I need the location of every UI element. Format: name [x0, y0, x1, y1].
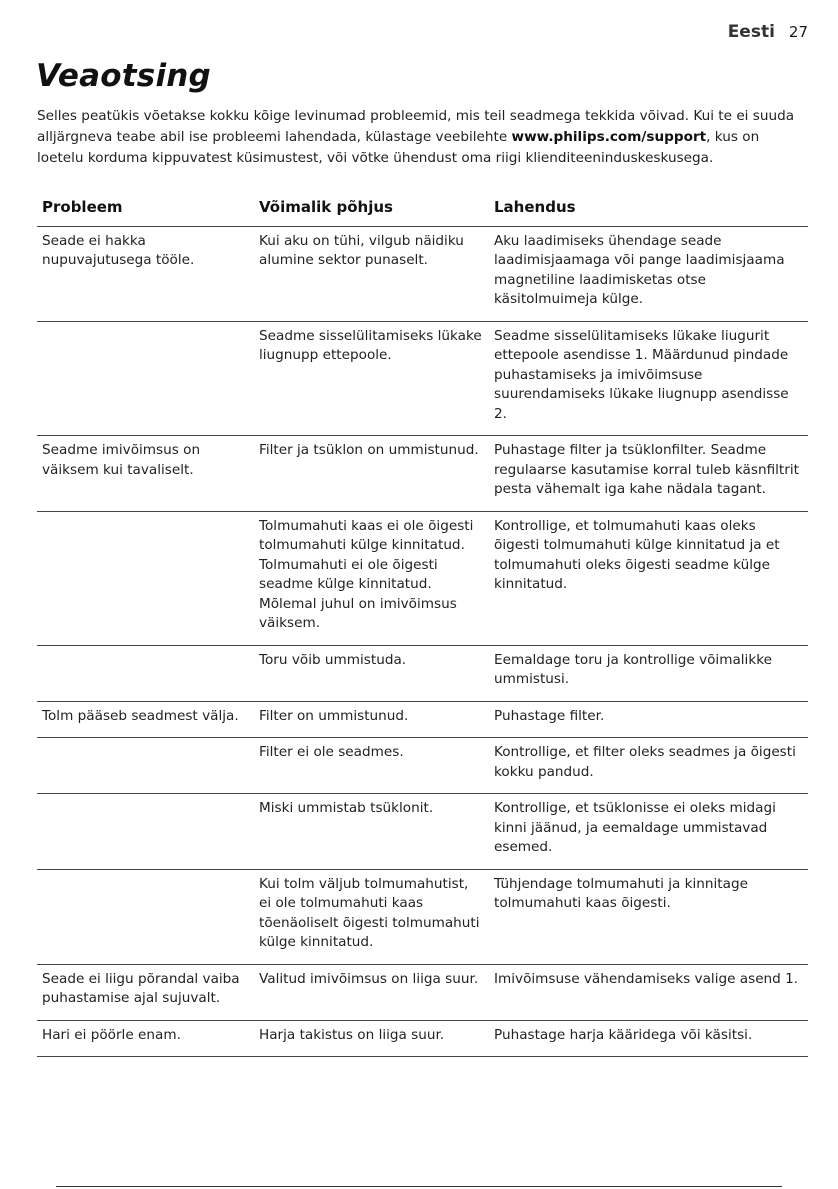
table-row	[37, 226, 808, 321]
problem-cell	[37, 321, 254, 436]
problem-cell: Tolm pääseb seadmest välja.	[37, 701, 254, 738]
cause-cell: Valitud imivõimsus on liiga suur.	[254, 964, 489, 1020]
language-label: Eesti	[727, 22, 775, 42]
table-row	[37, 645, 808, 701]
cause-cell: Kui tolm väljub tolmumahutist, ei ole tolmumahuti kaas tõenäoliselt õigesti tolmumahuti külge kinnitatud.	[254, 869, 489, 964]
table-row	[37, 869, 808, 964]
intro-text-after: , kus on loetelu korduma kippuvatest küsimustest, või võtke ühendust oma riigi klienditeeninduskeskusega.	[37, 129, 760, 166]
problem-cell	[37, 511, 254, 645]
cause-cell: Filter on ummistunud.	[254, 701, 489, 738]
solution-cell: Puhastage harja kääridega või käsitsi.	[489, 1020, 808, 1057]
solution-cell: Aku laadimiseks ühendage seade laadimisjaamaga või pange laadimisjaama magnetiline laadimisketas otse käsitolmuimeja külge.	[489, 226, 808, 321]
solution-cell: Kontrollige, et tsüklonisse ei oleks midagi kinni jäänud, ja eemaldage ummistavad esemed.	[489, 794, 808, 870]
support-link[interactable]: www.philips.com/support	[511, 129, 707, 145]
header-problem: Probleem	[37, 192, 254, 226]
problem-cell	[37, 794, 254, 870]
table-header-row	[37, 192, 808, 226]
solution-cell: Kontrollige, et tolmumahuti kaas oleks õigesti tolmumahuti külge kinnitatud ja et tolmumahuti oleks õigesti seadme külge kinnitatud.	[489, 511, 808, 645]
cause-cell: Toru võib ummistuda.	[254, 645, 489, 701]
problem-cell: Seadme imivõimsus on väiksem kui tavaliselt.	[37, 436, 254, 512]
problem-cell: Seade ei liigu põrandal vaiba puhastamise ajal sujuvalt.	[37, 964, 254, 1020]
intro-paragraph	[37, 106, 807, 169]
footer-divider	[56, 1186, 782, 1187]
problem-cell	[37, 869, 254, 964]
table-row	[37, 794, 808, 870]
problem-cell	[37, 645, 254, 701]
solution-cell: Puhastage filter ja tsüklonfilter. Seadme regulaarse kasutamise korral tuleb käsnfiltrit pesta vähemalt iga kahe nädala tagant.	[489, 436, 808, 512]
problem-cell	[37, 738, 254, 794]
table-row	[37, 511, 808, 645]
table-row	[37, 321, 808, 436]
cause-cell: Kui aku on tühi, vilgub näidiku alumine sektor punaselt.	[254, 226, 489, 321]
cause-cell: Miski ummistab tsüklonit.	[254, 794, 489, 870]
page-number: 27	[788, 23, 808, 41]
table-row	[37, 1020, 808, 1057]
cause-cell: Harja takistus on liiga suur.	[254, 1020, 489, 1057]
page-header	[728, 22, 808, 42]
table-row	[37, 738, 808, 794]
solution-cell: Imivõimsuse vähendamiseks valige asend 1.	[489, 964, 808, 1020]
problem-cell: Seade ei hakka nupuvajutusega tööle.	[37, 226, 254, 321]
solution-cell: Puhastage filter.	[489, 701, 808, 738]
problem-cell: Hari ei pöörle enam.	[37, 1020, 254, 1057]
solution-cell: Eemaldage toru ja kontrollige võimalikke ummistusi.	[489, 645, 808, 701]
solution-cell: Seadme sisselülitamiseks lükake liugurit ettepoole asendisse 1. Määrdunud pindade puhastamiseks ja imivõimsuse suurendamiseks lükake liugnupp asendisse 2.	[489, 321, 808, 436]
page-title: Veaotsing	[36, 58, 211, 94]
header-solution: Lahendus	[489, 192, 808, 226]
intro-text-before: Selles peatükis võetakse kokku kõige levinumad probleemid, mis teil seadmega tekkida võivad. Kui te ei suuda alljärgneva teabe abil ise probleemi lahendada, külastage veebilehte	[37, 108, 795, 145]
table-row	[37, 436, 808, 512]
table-row	[37, 964, 808, 1020]
cause-cell: Seadme sisselülitamiseks lükake liugnupp ettepoole.	[254, 321, 489, 436]
troubleshooting-table	[37, 192, 808, 1057]
solution-cell: Kontrollige, et filter oleks seadmes ja õigesti kokku pandud.	[489, 738, 808, 794]
cause-cell: Filter ja tsüklon on ummistunud.	[254, 436, 489, 512]
table-row	[37, 701, 808, 738]
cause-cell: Filter ei ole seadmes.	[254, 738, 489, 794]
cause-cell: Tolmumahuti kaas ei ole õigesti tolmumahuti külge kinnitatud. Tolmumahuti ei ole õigesti seadme külge kinnitatud. Mõlemal juhul on imivõimsus väiksem.	[254, 511, 489, 645]
solution-cell: Tühjendage tolmumahuti ja kinnitage tolmumahuti kaas õigesti.	[489, 869, 808, 964]
header-cause: Võimalik põhjus	[254, 192, 489, 226]
